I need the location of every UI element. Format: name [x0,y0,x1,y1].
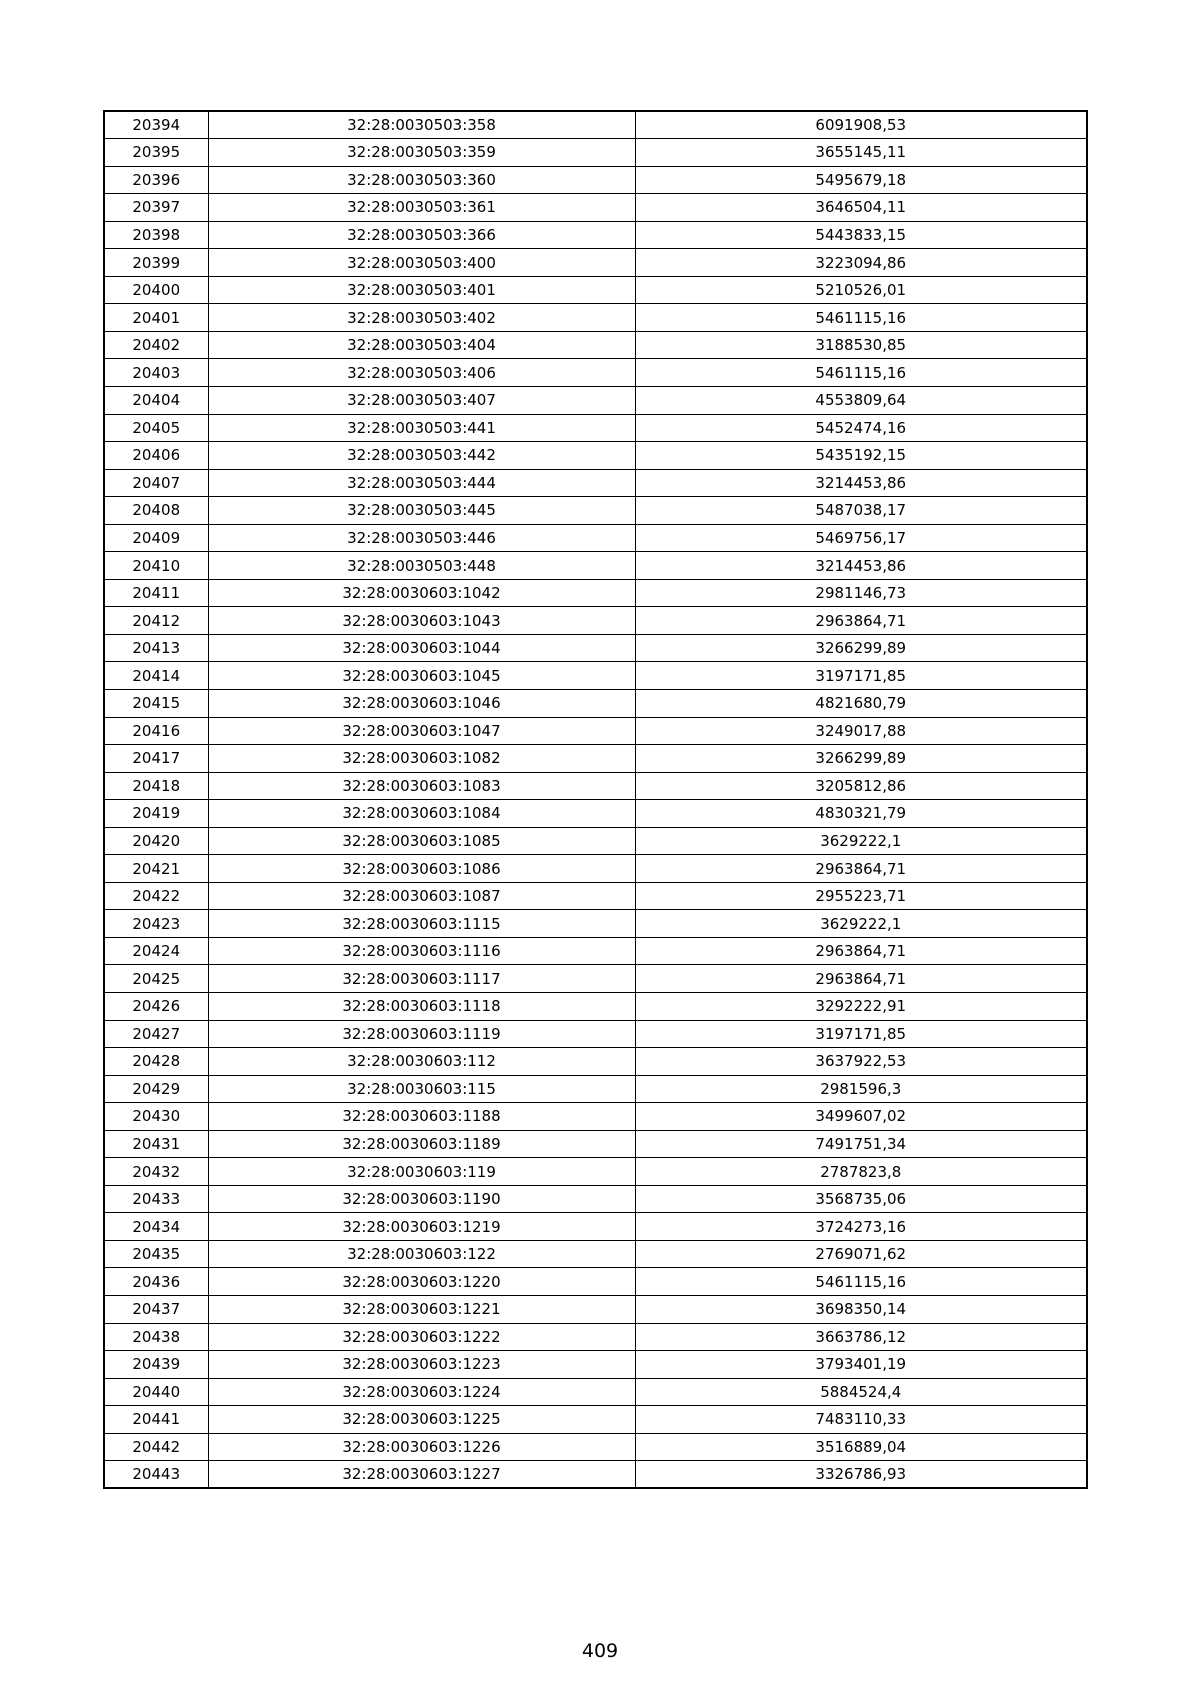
row-number-cell: 20398 [104,221,208,249]
cadastral-number-cell: 32:28:0030603:1083 [208,772,635,800]
table-row [104,166,1087,194]
table-row [104,469,1087,497]
cadastral-value-cell: 3214453,86 [635,469,1087,497]
cadastral-number-cell: 32:28:0030603:1222 [208,1323,635,1351]
row-number-cell: 20396 [104,166,208,194]
row-number-cell: 20428 [104,1048,208,1076]
table-row [104,937,1087,965]
cadastral-number-cell: 32:28:0030503:360 [208,166,635,194]
cadastral-value-cell: 3499607,02 [635,1103,1087,1131]
row-number-cell: 20401 [104,304,208,332]
cadastral-value-cell: 5487038,17 [635,497,1087,525]
row-number-cell: 20433 [104,1185,208,1213]
table-row [104,855,1087,883]
cadastral-value-cell: 2963864,71 [635,855,1087,883]
cadastral-value-cell: 3214453,86 [635,552,1087,580]
row-number-cell: 20429 [104,1075,208,1103]
cadastral-value-cell: 4821680,79 [635,689,1087,717]
row-number-cell: 20442 [104,1433,208,1461]
row-number-cell: 20406 [104,442,208,470]
table-row [104,634,1087,662]
cadastral-number-cell: 32:28:0030603:122 [208,1240,635,1268]
table-row [104,689,1087,717]
cadastral-number-cell: 32:28:0030603:1084 [208,800,635,828]
cadastral-number-cell: 32:28:0030603:1219 [208,1213,635,1241]
cadastral-value-cell: 3205812,86 [635,772,1087,800]
table-body [104,111,1087,1488]
row-number-cell: 20418 [104,772,208,800]
table-row [104,1406,1087,1434]
cadastral-number-cell: 32:28:0030503:446 [208,524,635,552]
row-number-cell: 20430 [104,1103,208,1131]
row-number-cell: 20431 [104,1130,208,1158]
row-number-cell: 20412 [104,607,208,635]
cadastral-value-cell: 3197171,85 [635,662,1087,690]
table-row [104,1461,1087,1489]
row-number-cell: 20408 [104,497,208,525]
cadastral-value-cell: 3629222,1 [635,827,1087,855]
cadastral-number-cell: 32:28:0030503:400 [208,249,635,277]
table-row [104,800,1087,828]
cadastral-value-cell: 3646504,11 [635,194,1087,222]
row-number-cell: 20443 [104,1461,208,1489]
row-number-cell: 20414 [104,662,208,690]
cadastral-value-cell: 5443833,15 [635,221,1087,249]
table-row [104,414,1087,442]
cadastral-value-cell: 3292222,91 [635,993,1087,1021]
table-row [104,1378,1087,1406]
cadastral-value-cell: 3724273,16 [635,1213,1087,1241]
cadastral-number-cell: 32:28:0030603:1117 [208,965,635,993]
row-number-cell: 20409 [104,524,208,552]
cadastral-number-cell: 32:28:0030503:442 [208,442,635,470]
cadastral-value-cell: 2963864,71 [635,607,1087,635]
cadastral-value-cell: 5461115,16 [635,304,1087,332]
cadastral-value-cell: 5495679,18 [635,166,1087,194]
cadastral-value-cell: 3655145,11 [635,139,1087,167]
cadastral-value-cell: 3223094,86 [635,249,1087,277]
cadastral-number-cell: 32:28:0030603:1087 [208,882,635,910]
row-number-cell: 20422 [104,882,208,910]
cadastral-value-cell: 5452474,16 [635,414,1087,442]
row-number-cell: 20432 [104,1158,208,1186]
page-number: 409 [581,1640,619,1662]
cadastral-number-cell: 32:28:0030603:1225 [208,1406,635,1434]
cadastral-number-cell: 32:28:0030603:1082 [208,745,635,773]
cadastral-value-cell: 3197171,85 [635,1020,1087,1048]
table-row [104,276,1087,304]
cadastral-number-cell: 32:28:0030603:1188 [208,1103,635,1131]
cadastral-number-cell: 32:28:0030503:358 [208,111,635,139]
cadastral-value-cell: 2769071,62 [635,1240,1087,1268]
cadastral-number-cell: 32:28:0030603:1221 [208,1296,635,1324]
row-number-cell: 20435 [104,1240,208,1268]
cadastral-value-cell: 3663786,12 [635,1323,1087,1351]
row-number-cell: 20425 [104,965,208,993]
cadastral-number-cell: 32:28:0030603:1189 [208,1130,635,1158]
table-row [104,1213,1087,1241]
row-number-cell: 20438 [104,1323,208,1351]
table-row [104,827,1087,855]
cadastral-number-cell: 32:28:0030603:1220 [208,1268,635,1296]
row-number-cell: 20397 [104,194,208,222]
cadastral-value-cell: 3326786,93 [635,1461,1087,1489]
row-number-cell: 20394 [104,111,208,139]
cadastral-number-cell: 32:28:0030603:115 [208,1075,635,1103]
table-row [104,552,1087,580]
table-row [104,607,1087,635]
cadastral-number-cell: 32:28:0030503:444 [208,469,635,497]
cadastral-number-cell: 32:28:0030503:402 [208,304,635,332]
row-number-cell: 20426 [104,993,208,1021]
table-row [104,249,1087,277]
row-number-cell: 20419 [104,800,208,828]
table-row [104,524,1087,552]
cadastral-value-cell: 5884524,4 [635,1378,1087,1406]
cadastral-value-cell: 3568735,06 [635,1185,1087,1213]
cadastral-value-cell: 3629222,1 [635,910,1087,938]
cadastral-value-cell: 4830321,79 [635,800,1087,828]
cadastral-number-cell: 32:28:0030603:1043 [208,607,635,635]
table-row [104,1323,1087,1351]
row-number-cell: 20436 [104,1268,208,1296]
cadastral-number-cell: 32:28:0030603:1047 [208,717,635,745]
cadastral-number-cell: 32:28:0030603:1223 [208,1351,635,1379]
cadastral-number-cell: 32:28:0030603:1119 [208,1020,635,1048]
cadastral-value-cell: 3266299,89 [635,745,1087,773]
row-number-cell: 20413 [104,634,208,662]
cadastral-value-cell: 5210526,01 [635,276,1087,304]
row-number-cell: 20399 [104,249,208,277]
row-number-cell: 20423 [104,910,208,938]
cadastral-number-cell: 32:28:0030603:1226 [208,1433,635,1461]
cadastral-value-cell: 4553809,64 [635,386,1087,414]
cadastral-number-cell: 32:28:0030603:1044 [208,634,635,662]
row-number-cell: 20400 [104,276,208,304]
cadastral-number-cell: 32:28:0030503:448 [208,552,635,580]
row-number-cell: 20440 [104,1378,208,1406]
row-number-cell: 20427 [104,1020,208,1048]
cadastral-number-cell: 32:28:0030503:404 [208,331,635,359]
cadastral-value-table [103,110,1088,1489]
table-row [104,1103,1087,1131]
table-row [104,1240,1087,1268]
cadastral-value-cell: 7483110,33 [635,1406,1087,1434]
cadastral-number-cell: 32:28:0030603:1042 [208,579,635,607]
row-number-cell: 20424 [104,937,208,965]
table-row [104,194,1087,222]
cadastral-value-cell: 3249017,88 [635,717,1087,745]
cadastral-number-cell: 32:28:0030603:1045 [208,662,635,690]
cadastral-number-cell: 32:28:0030603:1227 [208,1461,635,1489]
table-row [104,221,1087,249]
cadastral-value-cell: 5461115,16 [635,1268,1087,1296]
row-number-cell: 20405 [104,414,208,442]
row-number-cell: 20411 [104,579,208,607]
cadastral-number-cell: 32:28:0030603:1224 [208,1378,635,1406]
cadastral-value-cell: 3637922,53 [635,1048,1087,1076]
table-row [104,1296,1087,1324]
row-number-cell: 20441 [104,1406,208,1434]
cadastral-number-cell: 32:28:0030603:1046 [208,689,635,717]
cadastral-value-cell: 3698350,14 [635,1296,1087,1324]
table-row [104,1020,1087,1048]
table-row [104,993,1087,1021]
cadastral-number-cell: 32:28:0030503:406 [208,359,635,387]
row-number-cell: 20403 [104,359,208,387]
table-row [104,331,1087,359]
table-row [104,359,1087,387]
table-row [104,1433,1087,1461]
row-number-cell: 20416 [104,717,208,745]
cadastral-number-cell: 32:28:0030503:441 [208,414,635,442]
row-number-cell: 20437 [104,1296,208,1324]
cadastral-value-cell: 3188530,85 [635,331,1087,359]
table-row [104,304,1087,332]
row-number-cell: 20415 [104,689,208,717]
cadastral-value-cell: 6091908,53 [635,111,1087,139]
table-row [104,745,1087,773]
cadastral-number-cell: 32:28:0030603:1115 [208,910,635,938]
row-number-cell: 20417 [104,745,208,773]
table-row [104,1268,1087,1296]
cadastral-value-cell: 5461115,16 [635,359,1087,387]
table-row [104,1130,1087,1158]
table-row [104,882,1087,910]
cadastral-value-cell: 2981146,73 [635,579,1087,607]
cadastral-value-cell: 2787823,8 [635,1158,1087,1186]
cadastral-number-cell: 32:28:0030503:445 [208,497,635,525]
table-row [104,662,1087,690]
table-row [104,1075,1087,1103]
table-row [104,1048,1087,1076]
cadastral-value-cell: 2963864,71 [635,965,1087,993]
cadastral-number-cell: 32:28:0030503:361 [208,194,635,222]
cadastral-value-cell: 2955223,71 [635,882,1087,910]
cadastral-number-cell: 32:28:0030603:1086 [208,855,635,883]
cadastral-number-cell: 32:28:0030603:119 [208,1158,635,1186]
table-row [104,579,1087,607]
table-row [104,772,1087,800]
table-row [104,965,1087,993]
row-number-cell: 20410 [104,552,208,580]
row-number-cell: 20402 [104,331,208,359]
cadastral-value-cell: 2981596,3 [635,1075,1087,1103]
cadastral-number-cell: 32:28:0030503:407 [208,386,635,414]
table-row [104,717,1087,745]
cadastral-value-cell: 7491751,34 [635,1130,1087,1158]
cadastral-value-cell: 2963864,71 [635,937,1087,965]
table-row [104,442,1087,470]
row-number-cell: 20407 [104,469,208,497]
cadastral-number-cell: 32:28:0030603:1116 [208,937,635,965]
cadastral-number-cell: 32:28:0030603:1085 [208,827,635,855]
row-number-cell: 20404 [104,386,208,414]
cadastral-number-cell: 32:28:0030603:1118 [208,993,635,1021]
row-number-cell: 20421 [104,855,208,883]
cadastral-value-cell: 3266299,89 [635,634,1087,662]
table-row [104,1185,1087,1213]
table-row [104,111,1087,139]
row-number-cell: 20395 [104,139,208,167]
table-row [104,139,1087,167]
row-number-cell: 20420 [104,827,208,855]
row-number-cell: 20439 [104,1351,208,1379]
table-row [104,386,1087,414]
table-row [104,1351,1087,1379]
cadastral-number-cell: 32:28:0030503:366 [208,221,635,249]
table-row [104,497,1087,525]
cadastral-number-cell: 32:28:0030603:112 [208,1048,635,1076]
cadastral-value-cell: 5435192,15 [635,442,1087,470]
row-number-cell: 20434 [104,1213,208,1241]
cadastral-value-cell: 5469756,17 [635,524,1087,552]
table-row [104,1158,1087,1186]
cadastral-number-cell: 32:28:0030603:1190 [208,1185,635,1213]
cadastral-number-cell: 32:28:0030503:359 [208,139,635,167]
table-row [104,910,1087,938]
cadastral-value-cell: 3793401,19 [635,1351,1087,1379]
cadastral-value-cell: 3516889,04 [635,1433,1087,1461]
cadastral-number-cell: 32:28:0030503:401 [208,276,635,304]
